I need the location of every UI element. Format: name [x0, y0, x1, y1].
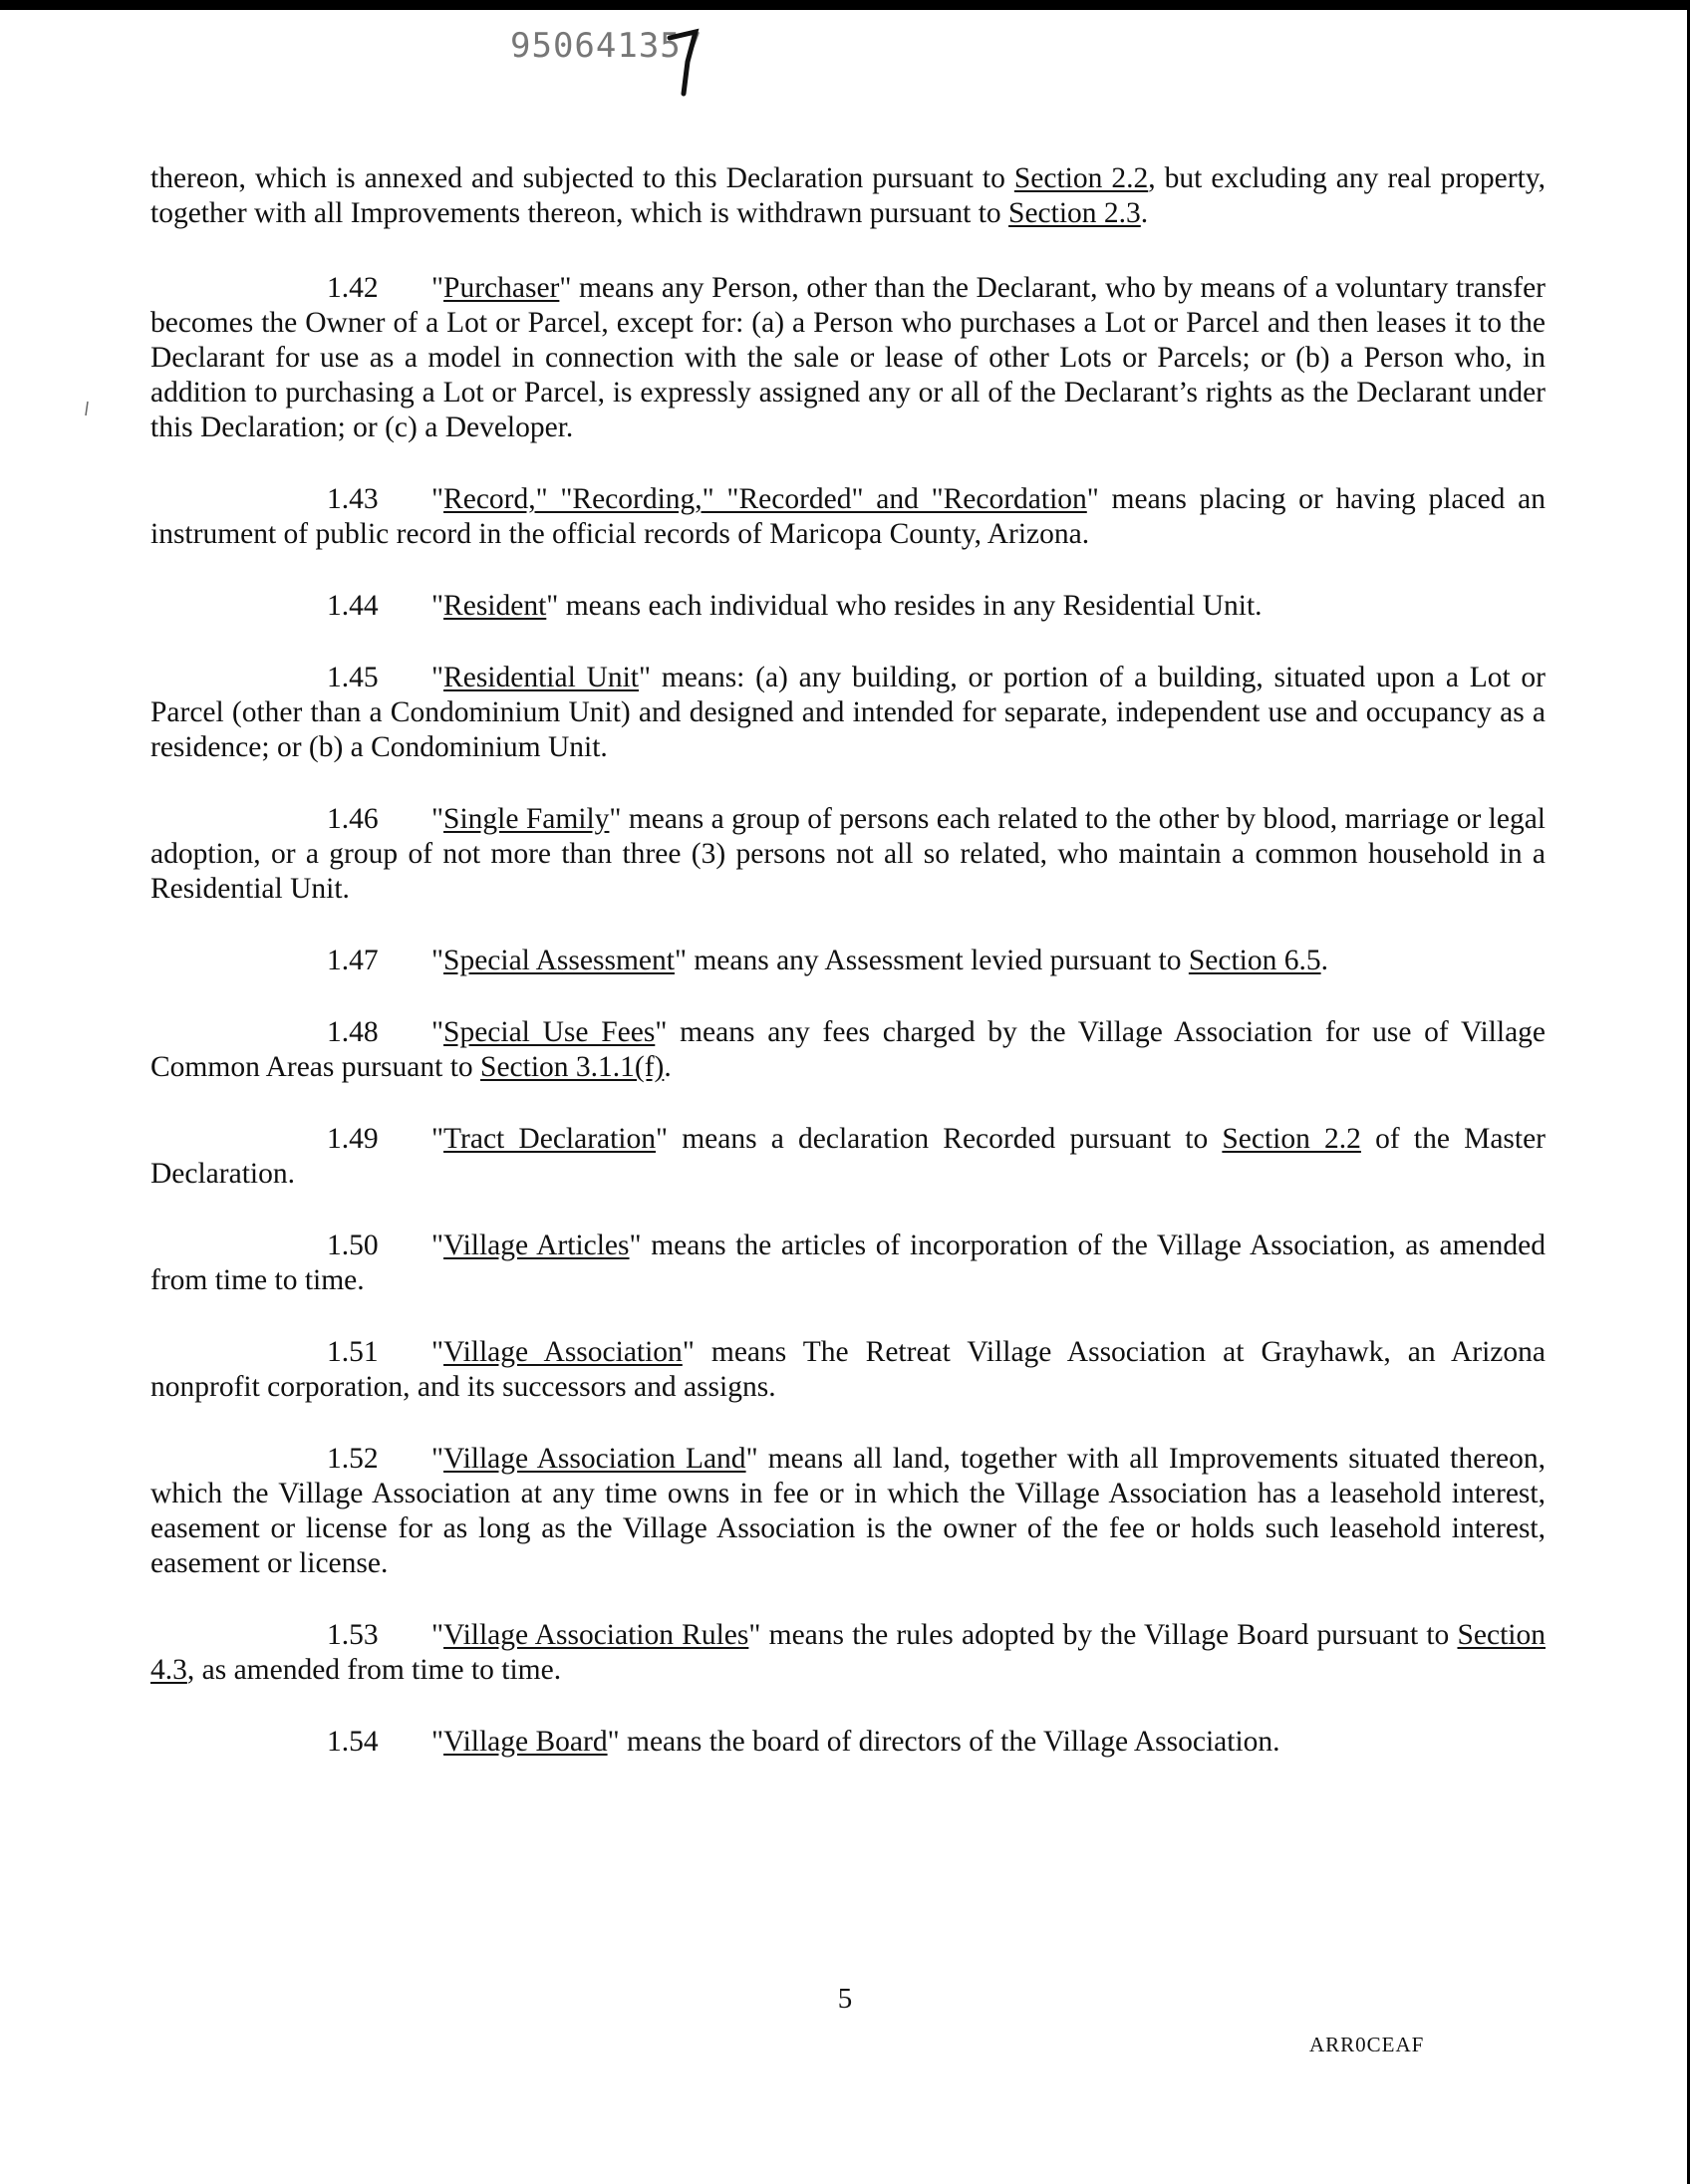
definition-paragraph: 1.53 "Village Association Rules" means the rules adopted by the Village Board pursuant to Section 4.3, as amended from time to time. — [150, 1619, 1546, 1686]
defined-term: Tract Declaration — [443, 1123, 657, 1155]
definition-number: 1.47 — [327, 945, 379, 976]
definition-paragraph: 1.49 "Tract Declaration" means a declaration Recorded pursuant to Section 2.2 of the Master Declaration. — [150, 1123, 1547, 1190]
section-reference: Section 2.2 — [1013, 162, 1149, 194]
definition-paragraph: 1.46 "Single Family" means a group of persons each related to the other by blood, marriage or legal adoption, or a group of not more than three (3) persons not all so related, who maintain a common household in a Residential Unit. — [150, 803, 1546, 905]
definition-number: 1.49 — [327, 1123, 379, 1155]
continuation-text: . — [1140, 197, 1149, 229]
stray-scan-mark — [84, 401, 90, 416]
defined-term: Residential Unit — [443, 662, 639, 693]
section-reference: Section 4.3 — [150, 1619, 1546, 1686]
defined-term: Village Articles — [443, 1229, 630, 1261]
document-body — [150, 161, 1546, 1796]
defined-term: Village Association Land — [443, 1443, 746, 1475]
definition-paragraph: 1.52 "Village Association Land" means all land, together with all Improvements situated thereon, which the Village Association at any time owns in fee or in which the Village Association has a leasehold interest, easement or license for as long as the Village Association is the owner of the fee or holds such leasehold interest, easement or license. — [150, 1443, 1546, 1579]
recording-number-stamp: 950641357 — [510, 26, 704, 66]
definition-paragraph: 1.54 "Village Board" means the board of directors of the Village Association. — [327, 1726, 1280, 1758]
handwritten-mark — [666, 22, 705, 102]
continuation-paragraph — [150, 161, 1546, 231]
definition-paragraph: 1.51 "Village Association" means The Retreat Village Association at Grayhawk, an Arizona nonprofit corporation, and its successors and assigns. — [150, 1336, 1546, 1403]
definition-text: " means any Person, other than the Declarant, who by means of a voluntary transfer becomes the Owner of a Lot or Parcel, except for: (a) a Person who purchases a Lot or Parcel and then leases it to the Declarant for use as a model in connection with the sale or lease of other Lots or Parcels; or (b) a Person who, in addition to purchasing a Lot or Parcel, is expressly assigned any or all of the Declarant’s rights as the Declarant under this Declaration; or (c) a Developer. — [150, 272, 1546, 443]
definition-number: 1.46 — [327, 803, 379, 835]
definitions-list — [150, 271, 1546, 1760]
definition-text-tail: . — [1320, 945, 1328, 976]
definition-text-tail: . — [664, 1051, 672, 1083]
defined-term: Resident — [443, 590, 547, 622]
defined-term: Record," "Recording," "Recorded" and "Recordation — [443, 483, 1087, 515]
definition-text: " means the rules adopted by the Village Board pursuant to — [748, 1619, 1458, 1651]
definition-text: " means a declaration Recorded pursuant to — [656, 1123, 1223, 1155]
definition-text: " means: (a) any building, or portion of a building, situated upon a Lot or Parcel (other than a Condominium Unit) and designed and intended for separate, independent use and occupancy as a residence; or (b) a Condominium Unit. — [150, 662, 1546, 763]
definition-paragraph: 1.45 "Residential Unit" means: (a) any building, or portion of a building, situated upon a Lot or Parcel (other than a Condominium Unit) and designed and intended for separate, independent use and occupancy as a residence; or (b) a Condominium Unit. — [150, 662, 1546, 763]
definition-text: " means any Assessment levied pursuant to — [674, 945, 1189, 976]
definition-number: 1.50 — [327, 1229, 379, 1261]
definition-number: 1.45 — [327, 662, 379, 693]
defined-term: Special Use Fees — [443, 1016, 656, 1048]
definition-text: " means a group of persons each related to the other by blood, marriage or legal adoption, or a group of not more than three (3) persons not all so related, who maintain a common household in a Residential Unit. — [150, 803, 1546, 905]
definition-text-tail: , as amended from time to time. — [186, 1654, 562, 1686]
defined-term: Village Board — [443, 1726, 608, 1758]
definition-text: " means the board of directors of the Village Association. — [607, 1726, 1280, 1758]
definition-number: 1.48 — [327, 1016, 379, 1048]
scan-top-border — [0, 0, 1690, 10]
definition-number: 1.54 — [327, 1726, 379, 1758]
continuation-text: , but excluding any real property, together with all Improvements thereon, which is withdrawn pursuant to — [150, 162, 1546, 229]
definition-text: " means each individual who resides in any Residential Unit. — [546, 590, 1263, 622]
definition-text-tail: of the Master Declaration. — [150, 1123, 1547, 1190]
definition-paragraph: 1.47 "Special Assessment" means any Assessment levied pursuant to Section 6.5. — [327, 945, 1328, 976]
definition-text: " means any fees charged by the Village Association for use of Village Common Areas pursuant to — [150, 1016, 1547, 1083]
defined-term: Single Family — [443, 803, 610, 835]
definition-number: 1.43 — [327, 483, 379, 515]
section-reference: Section 2.2 — [1222, 1123, 1361, 1155]
section-reference: Section 2.3 — [1008, 197, 1141, 229]
defined-term: Special Assessment — [443, 945, 675, 976]
continuation-text: thereon, which is annexed and subjected to this Declaration pursuant to — [150, 162, 1014, 194]
definition-text: " means The Retreat Village Association at Grayhawk, an Arizona nonprofit corporation, and its successors and assigns. — [150, 1336, 1546, 1403]
defined-term: Purchaser — [443, 272, 560, 304]
definition-number: 1.53 — [327, 1619, 379, 1651]
definition-paragraph: 1.42 "Purchaser" means any Person, other than the Declarant, who by means of a voluntary transfer becomes the Owner of a Lot or Parcel, except for: (a) a Person who purchases a Lot or Parcel and then leases it to the Declarant for use as a model in connection with the sale or lease of other Lots or Parcels; or (b) a Person who, in addition to purchasing a Lot or Parcel, is expressly assigned any or all of the Declarant’s rights as the Declarant under this Declaration; or (c) a Developer. — [150, 272, 1546, 443]
definition-number: 1.44 — [327, 590, 379, 622]
definition-paragraph: 1.48 "Special Use Fees" means any fees charged by the Village Association for use of Village Common Areas pursuant to Section 3.1.1(f). — [150, 1016, 1547, 1083]
section-reference: Section 6.5 — [1188, 945, 1321, 976]
definition-text: " means the articles of incorporation of the Village Association, as amended from time to time. — [150, 1229, 1546, 1296]
definition-paragraph: 1.50 "Village Articles" means the articles of incorporation of the Village Association, as amended from time to time. — [150, 1229, 1546, 1296]
defined-term: Village Association Rules — [443, 1619, 749, 1651]
definition-number: 1.42 — [327, 272, 379, 304]
definition-text: " means all land, together with all Improvements situated thereon, which the Village Association at any time owns in fee or in which the Village Association has a leasehold interest, easement or license for as long as the Village Association is the owner of the fee or holds such leasehold interest, easement or license. — [150, 1443, 1546, 1579]
definition-text: " means placing or having placed an instrument of public record in the official records of Maricopa County, Arizona. — [150, 483, 1546, 550]
document-code: ARR0CEAF — [1309, 2033, 1425, 2056]
page-number: 5 — [837, 1983, 853, 2015]
definition-paragraph: 1.44 "Resident" means each individual who resides in any Residential Unit. — [327, 590, 1263, 622]
section-reference: Section 3.1.1(f) — [480, 1051, 665, 1083]
definition-number: 1.52 — [327, 1443, 379, 1475]
definition-number: 1.51 — [327, 1336, 379, 1368]
definition-paragraph: 1.43 "Record," "Recording," "Recorded" and "Recordation" means placing or having placed an instrument of public record in the official records of Maricopa County, Arizona. — [150, 483, 1546, 550]
defined-term: Village Association — [443, 1336, 683, 1368]
